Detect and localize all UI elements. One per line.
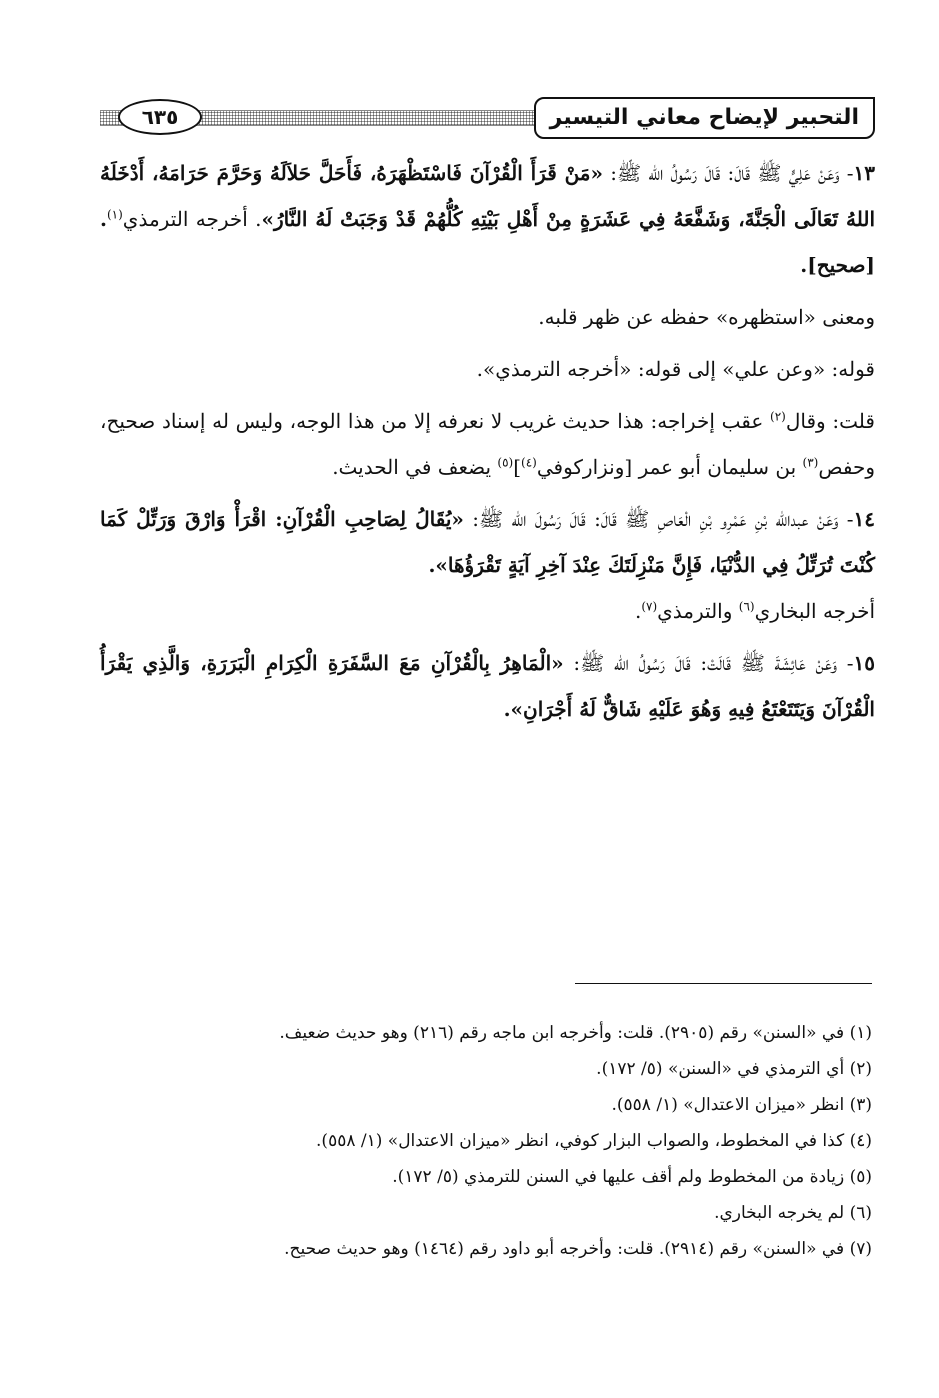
page-header — [100, 97, 875, 141]
hadith-narrator: - وَعَنْ عبدالله بْنِ عَمْرِو بْنِ الْعَاصِ ﷺ قَالَ: قَالَ رَسُولَ الله ﷺ: — [463, 507, 854, 531]
hadith-reference: أخرجه البخاري — [754, 599, 875, 623]
footnote-marker: (٧) — [641, 599, 658, 614]
footnote: (٣) انظر «ميزان الاعتدال» (١/ ٥٥٨). — [611, 1095, 872, 1115]
hadith-grade: . [صحيح]. — [100, 207, 875, 277]
hadith-narrator: - وَعَنْ عَائِشَةَ ﷺ قَالَتْ: قَالَ رَسُولُ الله ﷺ: — [563, 651, 854, 675]
hadith-reference: . أخرجه الترمذي — [122, 207, 262, 231]
hadith-14 — [100, 496, 875, 634]
hadith-text: «يُقَالُ لِصَاحِبِ الْقُرْآنِ: اقْرَأْ وَارْقَ وَرَتِّلْ كَمَا كُنْتَ تُرَتِّلُ فِي الدُّنْيَا، فَإِنَّ مَنْزِلَتَكَ عِنْدَ آخِرِ آيَةٍ تَقْرَؤُهَا». — [100, 507, 875, 577]
footnote-marker: (٢) — [770, 409, 786, 424]
qultu-text: بن سليمان أبو عمر [ونزاركوفي — [536, 455, 803, 479]
hadith-reference: . — [634, 599, 642, 623]
page-number: ٦٣٥ — [118, 99, 202, 135]
hadith-reference: والترمذي — [657, 599, 739, 623]
footnote-marker: (١) — [106, 207, 123, 222]
footnote: (١) في «السنن» رقم (٢٩٠٥). قلت: وأخرجه ابن ماجه رقم (٢١٦) وهو حديث ضعيف. — [279, 1023, 872, 1043]
main-text — [100, 150, 875, 732]
qultu-text: يضعف في الحديث. — [332, 455, 498, 479]
footnote-marker: (٦) — [738, 599, 755, 614]
hadith-15 — [100, 640, 875, 732]
footnote: (٢) أي الترمذي في «السنن» (٥/ ١٧٢). — [596, 1059, 872, 1079]
footnote: (٥) زيادة من المخطوط ولم أقف عليها في السنن للترمذي (٥/ ١٧٢). — [392, 1167, 872, 1187]
hadith-narrator: - وَعَنْ عَلِيٍّ ﷺ قَالَ: قَالَ رَسُولُ الله ﷺ: — [603, 161, 854, 185]
hadith-13 — [100, 150, 875, 288]
footnote-separator — [575, 983, 872, 984]
hadith-number: ١٥ — [853, 651, 875, 675]
qultu-paragraph — [100, 398, 875, 490]
qultu-text: عقب إخراجه: هذا حديث غريب لا نعرفه إلا من هذا الوجه، وليس له إسناد صحيح، وحفص — [100, 409, 875, 479]
meaning-line: ومعنى «استظهره» حفظه عن ظهر قلبه. — [538, 305, 875, 329]
qultu-text: ] — [513, 455, 522, 479]
hadith-text: «مَنْ قَرَأَ الْقُرْآنَ فَاسْتَظْهَرَهُ، فَأَحَلَّ حَلاَلَهُ وَحَرَّمَ حَرَامَهُ، أَدْخَلَهُ اللهُ تَعَالَى الْجَنَّةَ، وَشَفَّعَهُ فِي عَشَرَةٍ مِنْ أَهْلِ بَيْتِهِ كُلُّهُمْ قَدْ وَجَبَتْ لَهُ النَّارُ» — [100, 161, 875, 231]
hadith-text: «الْمَاهِرُ بِالْقُرْآنِ مَعَ السَّفَرَةِ الْكِرَامِ الْبَرَرَةِ، وَالَّذِي يَقْرَأُ الْقُرْآنَ وَيَتَتَعْتَعُ فِيهِ وَهُوَ عَلَيْهِ شَاقٌّ لَهُ أَجْرَانِ». — [100, 651, 875, 721]
book-title: التحبير لإيضاح معاني التيسير — [534, 97, 875, 139]
qawluh-line: قوله: «وعن علي» إلى قوله: «أخرجه الترمذي». — [476, 357, 875, 381]
qultu-text: قلت: وقال — [785, 409, 875, 433]
footnote-marker: (٣) — [802, 455, 819, 470]
footnote: (٧) في «السنن» رقم (٢٩١٤). قلت: وأخرجه أبو داود رقم (١٤٦٤) وهو حديث صحيح. — [284, 1239, 872, 1259]
footnotes — [100, 1015, 872, 1267]
footnote-marker: (٥) — [497, 455, 514, 470]
hadith-number: ١٣ — [853, 161, 875, 185]
footnote: (٦) لم يخرجه البخاري. — [714, 1203, 872, 1223]
footnote: (٤) كذا في المخطوط، والصواب البزار كوفي، انظر «ميزان الاعتدال» (١/ ٥٥٨). — [316, 1131, 872, 1151]
hadith-number: ١٤ — [853, 507, 875, 531]
footnote-marker: (٤) — [521, 455, 537, 470]
